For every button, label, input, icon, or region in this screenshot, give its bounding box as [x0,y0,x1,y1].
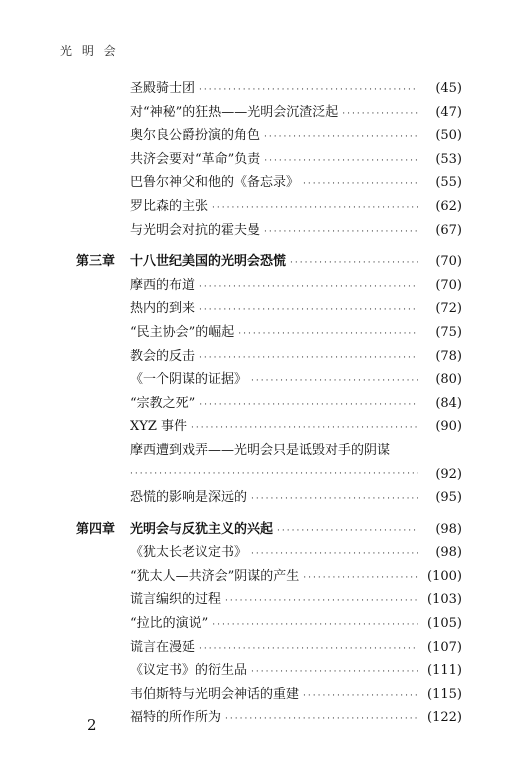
toc-entry-page: (107) [427,639,462,655]
dot-leader [130,463,418,487]
dot-leader [199,299,418,323]
toc-entry[interactable] [76,274,462,298]
toc-entry-title: 福特的所作所为 [130,710,222,726]
toc-entry-page: (45) [435,81,462,96]
dot-leader [225,590,418,614]
toc-entry[interactable] [76,486,462,510]
toc-entry-page: (92) [435,466,462,482]
toc-chapter-4[interactable] [76,518,462,542]
toc-entry-title: 共济会要对“革命”负责 [130,151,261,167]
toc-entry-page: (100) [427,568,462,584]
toc-entry-title: XYZ 事件 [130,419,188,435]
toc-entry[interactable] [76,706,462,730]
toc-entry-title: 韦伯斯特与光明会神话的重建 [130,686,300,702]
toc-entry-title: 《一个阴谋的证据》 [130,372,248,388]
toc-entry-page: (103) [427,592,462,608]
toc-entry-page: (111) [427,663,462,679]
toc-entry-page: (62) [435,198,462,214]
dot-leader [251,488,418,512]
toc-entry[interactable] [76,148,462,172]
toc-entry-page: (53) [435,151,462,167]
dot-leader [264,126,418,150]
toc-entry-title: 与光明会对抗的霍夫曼 [130,222,261,238]
toc-entry-page: (72) [435,301,462,317]
toc-entry-page: (47) [435,104,462,120]
table-of-contents [76,77,462,730]
toc-entry-page: (50) [435,128,462,144]
dot-leader [277,520,418,544]
toc-entry-title: 谎言在漫延 [130,639,196,655]
toc-entry[interactable] [76,541,462,565]
toc-entry-title: 恐慌的影响是深远的 [130,490,248,506]
toc-entry[interactable] [76,345,462,369]
toc-entry-title: “民主协会”的崛起 [130,324,235,340]
dot-leader [342,103,418,127]
toc-entry[interactable] [76,77,462,101]
chapter-page: (70) [435,254,462,270]
toc-entry[interactable] [76,612,462,636]
dot-leader [251,661,418,685]
toc-entry-page: (55) [435,175,462,191]
chapter-label: 第三章 [76,254,116,270]
toc-entry[interactable] [76,101,462,125]
dot-leader [303,685,418,709]
toc-entry[interactable] [76,565,462,589]
toc-entry-page: (84) [435,395,462,411]
toc-entry[interactable] [76,659,462,683]
dot-leader [191,417,418,441]
dot-leader [290,252,418,276]
toc-entry[interactable] [76,321,462,345]
chapter-title: 光明会与反犹主义的兴起 [130,521,274,537]
toc-entry[interactable] [76,636,462,660]
page-number: 2 [87,716,97,734]
toc-entry-title: 《犹太长老议定书》 [130,545,248,561]
toc-entry[interactable] [76,415,462,439]
toc-entry-title: 教会的反击 [130,348,196,364]
toc-entry-title: “拉比的演说” [130,616,209,632]
dot-leader [303,567,418,591]
dot-leader [264,221,418,245]
toc-entry-title: 罗比森的主张 [130,198,209,214]
toc-entry-page: (105) [427,616,462,632]
toc-entry[interactable] [76,195,462,219]
dot-leader [225,708,418,732]
chapter-title: 十八世纪美国的光明会恐慌 [130,254,287,270]
dot-leader [199,276,418,300]
toc-entry-title: 圣殿骑士团 [130,81,196,96]
toc-entry[interactable] [76,588,462,612]
toc-entry-page: (80) [435,372,462,388]
running-header: 光 明 会 [60,44,119,58]
toc-entry-title: 摩西遭到戏弄——光明会只是诋毁对手的阴谋 [130,442,391,458]
toc-entry-page: (115) [427,686,462,702]
toc-chapter-3[interactable] [76,250,462,274]
dot-leader [264,150,418,174]
toc-entry[interactable] [76,297,462,321]
toc-entry-title: “犹太人—共济会”阴谋的产生 [130,568,300,584]
dot-leader [251,543,418,567]
toc-entry-page: (90) [435,419,462,435]
toc-entry-wrapped-continuation [76,463,462,487]
toc-entry[interactable] [76,392,462,416]
toc-entry-title: 热内的到来 [130,301,196,317]
toc-entry-page: (95) [435,490,462,506]
dot-leader [212,614,418,638]
dot-leader [199,347,418,371]
toc-entry-page: (67) [435,222,462,238]
toc-entry-page: (78) [435,348,462,364]
dot-leader [251,370,418,394]
chapter-label: 第四章 [76,521,116,537]
chapter-page: (98) [435,521,462,537]
dot-leader [199,79,418,103]
toc-entry-title: 摩西的布道 [130,277,196,293]
toc-entry-title: “宗教之死” [130,395,196,411]
toc-entry[interactable] [76,124,462,148]
toc-entry-page: (70) [435,277,462,293]
toc-entry-page: (75) [435,324,462,340]
toc-entry-page: (122) [427,710,462,726]
dot-leader [199,394,418,418]
toc-entry-title: 谎言编织的过程 [130,592,222,608]
dot-leader [212,197,418,221]
toc-entry-title: 《议定书》的衍生品 [130,663,248,679]
toc-entry-wrapped[interactable] [76,439,462,463]
dot-leader [303,173,418,197]
dot-leader [238,323,418,347]
toc-entry-page: (98) [435,545,462,561]
toc-entry[interactable] [76,171,462,195]
toc-entry[interactable] [76,683,462,707]
toc-entry-title: 奥尔良公爵扮演的角色 [130,128,261,144]
toc-entry[interactable] [76,368,462,392]
dot-leader [199,638,418,662]
toc-entry-title: 对“神秘”的狂热——光明会沉渣泛起 [130,104,339,120]
toc-entry[interactable] [76,219,462,243]
toc-entry-title: 巴鲁尔神父和他的《备忘录》 [130,175,300,191]
